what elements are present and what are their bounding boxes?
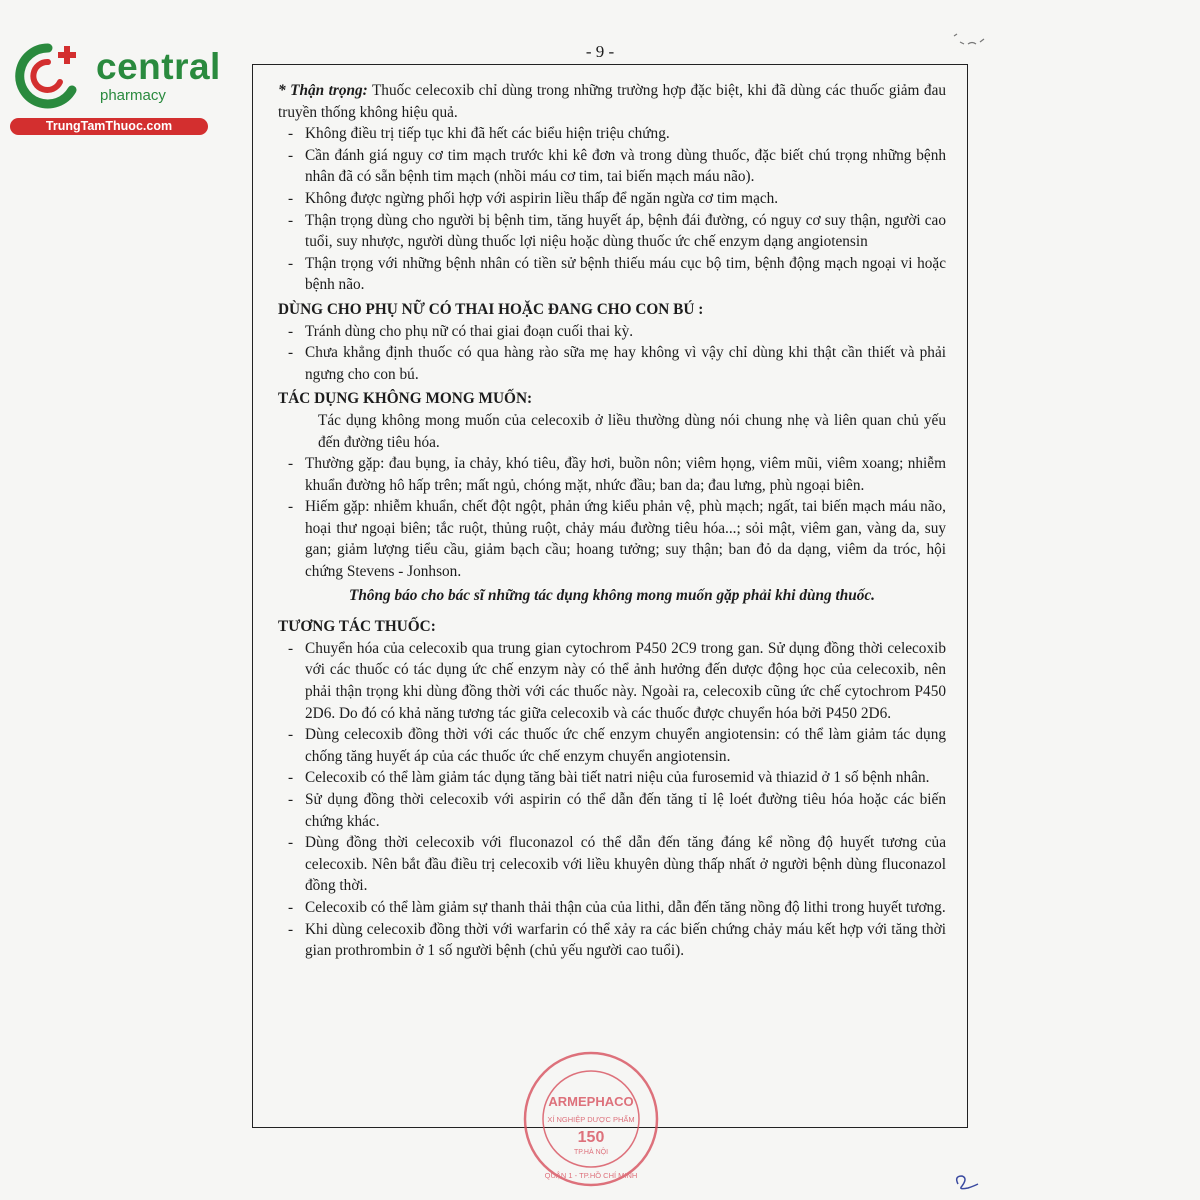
- logo-sub-text: pharmacy: [100, 87, 166, 104]
- list-item: - Dùng đồng thời celecoxib với fluconazol có thể dẫn đến tăng đáng kể nồng độ huyết tương của celecoxib. Nên bắt đầu điều trị celecoxib với liều khuyên dùng thấp nhất ở người bệnh dùng fluconazol đồng thời.: [278, 832, 946, 897]
- list-item: - Không điều trị tiếp tục khi đã hết các biểu hiện triệu chứng.: [278, 123, 946, 145]
- list-item: - Tránh dùng cho phụ nữ có thai giai đoạn cuối thai kỳ.: [278, 321, 946, 343]
- list-item: - Khi dùng celecoxib đồng thời với warfarin có thể xảy ra các biến chứng chảy máu kết hợp với tăng thời gian prothrombin ở 1 số người bệnh (chủ yếu người cao tuổi).: [278, 919, 946, 962]
- logo-brand-text: central: [96, 46, 221, 87]
- list-item: - Hiếm gặp: nhiễm khuẩn, chết đột ngột, phản ứng kiểu phản vệ, phù mạch; ngất, tai biến mạch máu não, hoại thư ngoại biên; tắc ruột, thủng ruột, chảy máu đường tiêu hóa...; sỏi mật, viêm gan, vàng da, suy gan; giảm lượng tiểu cầu, giảm bạch cầu; hoang tưởng; suy thận; ban đỏ da dạng, viêm da tróc, hội chứng Stevens - Jonhson.: [278, 496, 946, 582]
- pregnancy-heading: DÙNG CHO PHỤ NỮ CÓ THAI HOẶC ĐANG CHO CON BÚ :: [278, 300, 704, 318]
- interactions-heading: TƯƠNG TÁC THUỐC:: [278, 618, 436, 636]
- stamp-city: TP.HÀ NỘI: [573, 1149, 609, 1156]
- stamp-number: 150: [577, 1129, 605, 1146]
- side-effects-heading: TÁC DỤNG KHÔNG MONG MUỐN:: [278, 390, 533, 408]
- list-item: - Không được ngừng phối hợp với aspirin liều thấp để ngăn ngừa cơ tim mạch.: [278, 188, 946, 210]
- page-number: - 9 -: [585, 42, 615, 61]
- list-item: - Sử dụng đồng thời celecoxib với aspirin có thể dẫn đến tăng tỉ lệ loét đường tiêu hóa hoặc các biến chứng khác.: [278, 789, 946, 832]
- caution-label: * Thận trọng:: [278, 82, 368, 99]
- list-item: - Dùng celecoxib đồng thời với các thuốc ức chế enzym chuyển angiotensin: có thể làm giảm tác dụng chống tăng huyết áp của các thuốc ức chế enzym chuyển angiotensin.: [278, 724, 946, 767]
- side-effects-intro: Tác dụng không mong muốn của celecoxib ở liều thường dùng nói chung nhẹ và liên quan chủ yếu đến đường tiêu hóa.: [318, 411, 946, 451]
- logo-url-badge: TrungTamThuoc.com: [10, 118, 208, 135]
- pregnancy-list: [278, 321, 946, 386]
- list-item: - Thận trọng với những bệnh nhân có tiền sử bệnh thiếu máu cục bộ tim, bệnh động mạch ngoại vi hoặc bệnh não.: [278, 253, 946, 296]
- list-item: - Celecoxib có thể làm giảm tác dụng tăng bài tiết natri niệu của furosemid và thiazid ở 1 số bệnh nhân.: [278, 767, 946, 789]
- stamp-middle: XÍ NGHIỆP DƯỢC PHẨM: [547, 1115, 635, 1124]
- list-item: - Celecoxib có thể làm giảm sự thanh thải thận của của lithi, dẫn đến tăng nồng độ lithi trong huyết tương.: [278, 897, 946, 919]
- document-body: [278, 80, 946, 962]
- caution-intro: Thuốc celecoxib chỉ dùng trong những trường hợp đặc biệt, khi đã dùng các thuốc giảm đau truyền thống không hiệu quả.: [278, 82, 947, 121]
- list-item: - Chưa khẳng định thuốc có qua hàng rào sữa mẹ hay không vì vậy chỉ dùng khi thật cần thiết và phải ngưng cho con bú.: [278, 342, 946, 385]
- caution-list: [278, 123, 946, 296]
- company-seal: [522, 1050, 660, 1188]
- list-item: - Thường gặp: đau bụng, ỉa chảy, khó tiêu, đầy hơi, buồn nôn; viêm họng, viêm mũi, viêm xoang; nhiễm khuẩn đường hô hấp trên; mất ngủ, chóng mặt, nhức đầu; ban da; đau lưng, phù ngoại biên.: [278, 453, 946, 496]
- caution-paragraph: [278, 80, 946, 123]
- interactions-list: [278, 638, 946, 962]
- side-effects-notice: Thông báo cho bác sĩ những tác dụng không mong muốn gặp phải khi dùng thuốc.: [348, 586, 875, 604]
- list-item: - Chuyển hóa của celecoxib qua trung gian cytochrom P450 2C9 trong gan. Sử dụng đồng thời celecoxib với các thuốc có tác dụng ức chế enzym này có thể ảnh hưởng đến dược động học của celecoxib, nên phải thận trọng khi dùng đồng thời với các thuốc này. Ngoài ra, celecoxib cũng ức chế cytochrom P450 2D6. Do đó có khả năng tương tác giữa celecoxib và các thuốc được chuyển hóa bởi P450 2D6.: [278, 638, 946, 724]
- stamp-ring-text: QUẬN 1 - TP.HỒ CHÍ MINH: [544, 1171, 638, 1180]
- initials-signature-icon: [952, 1170, 982, 1194]
- stamp-company: ARMEPHACO: [548, 1094, 634, 1109]
- list-item: - Thận trọng dùng cho người bị bệnh tim, tăng huyết áp, bệnh đái đường, có nguy cơ suy thận, người cao tuổi, suy nhược, người dùng thuốc lợi niệu hoặc dùng thuốc ức chế enzym dạng angiotensin: [278, 210, 946, 253]
- side-effects-list: [278, 453, 946, 583]
- list-item: - Cần đánh giá nguy cơ tim mạch trước khi kê đơn và trong dùng thuốc, đặc biết chú trọng những bệnh nhân đã có sẵn bệnh tim mạch (nhồi máu cơ tim, tai biến mạch máu não).: [278, 145, 946, 188]
